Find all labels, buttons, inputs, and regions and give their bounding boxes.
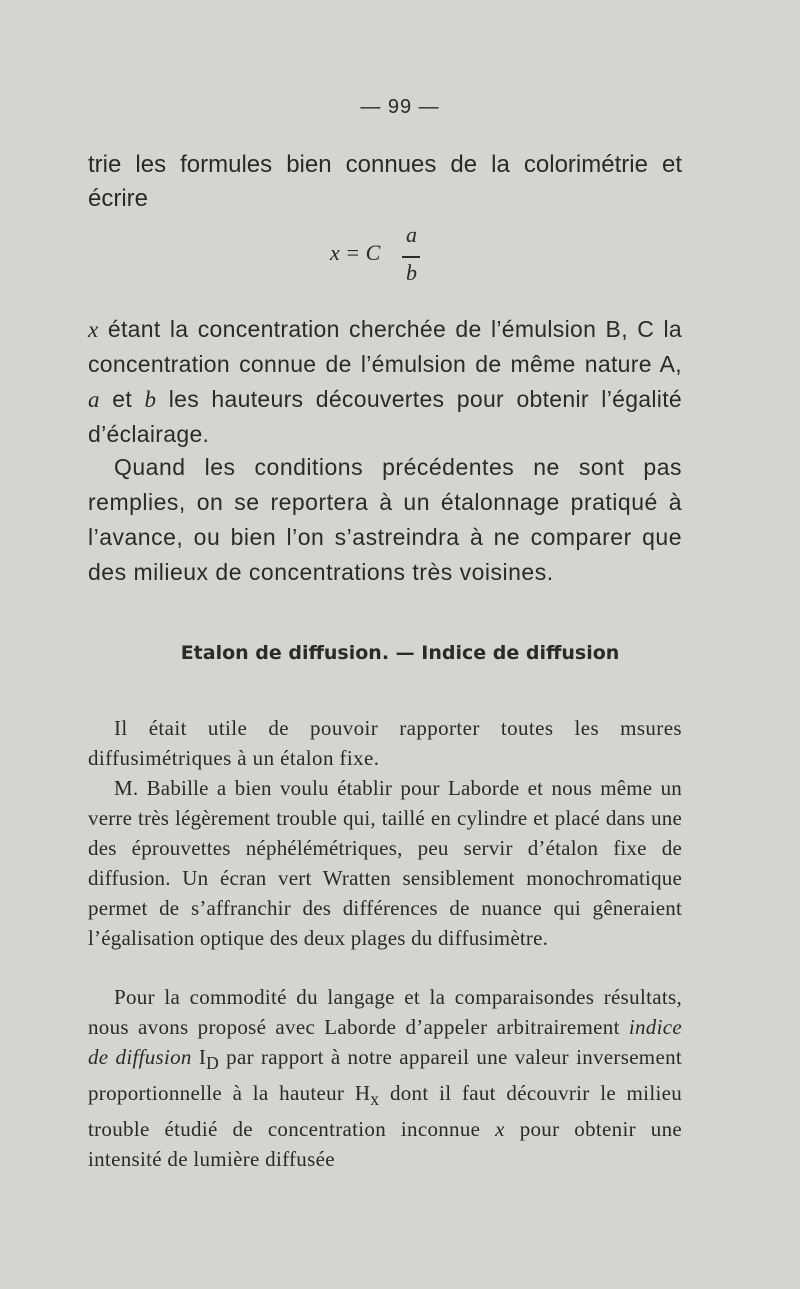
section-heading: Etalon de diffusion. — Indice de diffusion: [180, 642, 620, 664]
fraction-bar: [402, 256, 420, 258]
paragraph-definitions: x étant la concentration cherchée de l’émulsion B, C la concentration connue de l’émulsion de même nature A, a et b les hauteurs découvertes pour obtenir l’égalité d’éclairage.: [88, 316, 682, 447]
formula-lhs: x = C: [330, 240, 381, 265]
term-diffusion-index: indice de diffusion: [88, 1015, 682, 1069]
page-number: — 99 —: [360, 96, 440, 118]
formula-numerator: a: [406, 222, 417, 247]
colorimetry-formula: [330, 222, 470, 292]
paragraph-index: Pour la commodité du langage et la comparaisondes résultats, nous avons proposé avec Laborde d’appeler arbitrairement indice de diffusion $I_D$ par rapport à notre appareil une valeur inversement proportionnelle à la hauteur $H_x$ dont il faut découvrir le milieu trouble étudié de concentration inconnue x pour obtenir une intensité de lumière diffusée: [88, 985, 683, 1172]
paragraph-babille: M. Babille a bien voulu établir pour Laborde et nous même un verre très légèrement trouble qui, taillé en cylindre et placé dans une des éprouvettes néphélémétriques, peu servir d’étalon fixe de diffusion. Un écran vert Wratten sensiblement monochromatique permet de s’affranchir des différences de nuance qui gêneraient l’égalisation optique des deux plages du diffusimètre.: [88, 776, 682, 950]
var-x: x: [88, 317, 99, 342]
var-b: b: [144, 387, 157, 412]
paragraph-standard: Il était utile de pouvoir rapporter toutes les msures diffusimétriques à un étalon fixe.: [88, 716, 682, 770]
formula-denominator: b: [406, 260, 417, 285]
var-x: x: [495, 1117, 505, 1142]
paragraph-calibration: Quand les conditions précédentes ne sont pas remplies, on se reportera à un étalonnage pratiqué à l’avance, ou bien l’on s’astreindra à ne comparer que des milieux de concentrations très voisines.: [88, 454, 682, 585]
paragraph-continuation: trie les formules bien connues de la colorimétrie et écrire: [88, 151, 682, 212]
var-a: a: [88, 387, 100, 412]
